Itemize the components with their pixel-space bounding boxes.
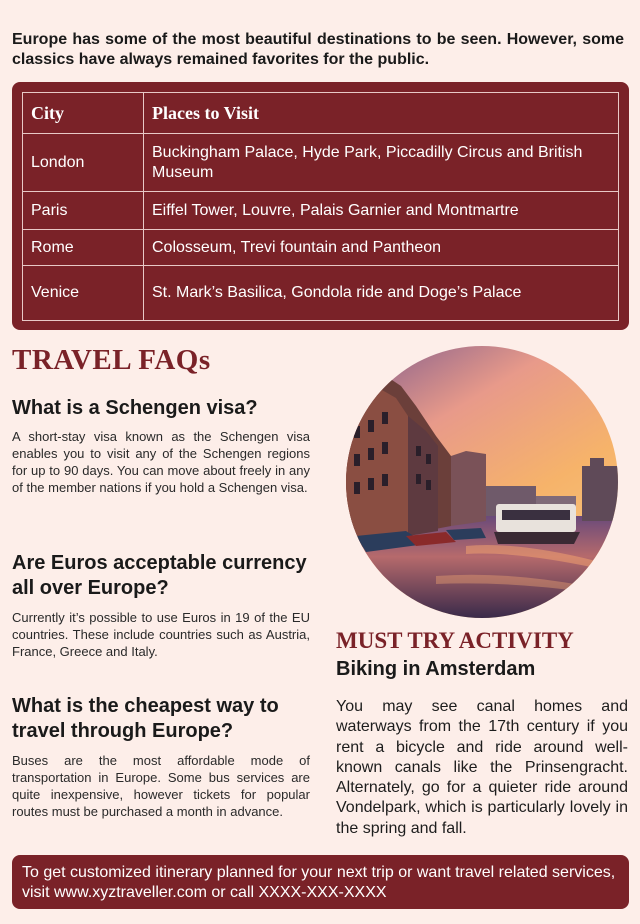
header-places: Places to Visit [144, 93, 619, 134]
faq-heading: TRAVEL FAQs [12, 344, 211, 376]
places-cell: Buckingham Palace, Hyde Park, Piccadilly Circus and British Museum [144, 134, 619, 192]
places-table-panel [12, 82, 629, 330]
footer-text: To get customized itinerary planned for your next trip or want travel related services, visit www.xyztraveller.com or call XXXX-XXX-XXXX [22, 864, 616, 901]
places-cell: Eiffel Tower, Louvre, Palais Garnier and Montmartre [144, 192, 619, 230]
table-row [23, 134, 619, 192]
city-cell: London [23, 134, 144, 192]
city-cell: Venice [23, 266, 144, 321]
table-row [23, 192, 619, 230]
faq-answer: Currently it’s possible to use Euros in 19 of the EU countries. These include countries such as Austria, France, Greece and Italy. [12, 610, 310, 659]
places-cell: Colosseum, Trevi fountain and Pantheon [144, 230, 619, 266]
places-cell: St. Mark’s Basilica, Gondola ride and Doge’s Palace [144, 266, 619, 321]
footer-banner [12, 855, 629, 909]
activity-heading: MUST TRY ACTIVITY [336, 628, 574, 653]
faq-question: Are Euros acceptable currency all over Europe? [12, 552, 307, 599]
activity-body: You may see canal homes and waterways from the 17th century if you rent a bicycle and ride around well-known canals like the Prinsengracht. Alternately, go for a quieter ride around Vondelpark, which is particularly lovely in the spring and fall. [336, 698, 628, 837]
intro-text: Europe has some of the most beautiful destinations to be seen. However, some classics have always remained favorites for the public. [12, 31, 624, 68]
table-row [23, 266, 619, 321]
header-city: City [23, 93, 144, 134]
activity-subtitle: Biking in Amsterdam [336, 658, 536, 680]
city-cell: Paris [23, 192, 144, 230]
table-header-row [23, 93, 619, 134]
table-row [23, 230, 619, 266]
venice-canal-photo [346, 346, 618, 618]
venice-canal-illustration [346, 346, 618, 618]
faq-question: What is a Schengen visa? [12, 397, 258, 419]
faq-answer: Buses are the most affordable mode of transportation in Europe. Some bus services are quite inexpensive, however tickets for popular routes must be purchased a month in advance. [12, 753, 310, 819]
faq-question: What is the cheapest way to travel through Europe? [12, 695, 279, 742]
faq-answer: A short-stay visa known as the Schengen visa enables you to visit any of the Schengen regions for up to 90 days. You can move about freely in any of the member nations if you hold a Schengen visa. [12, 429, 310, 495]
city-cell: Rome [23, 230, 144, 266]
places-table [22, 92, 619, 321]
